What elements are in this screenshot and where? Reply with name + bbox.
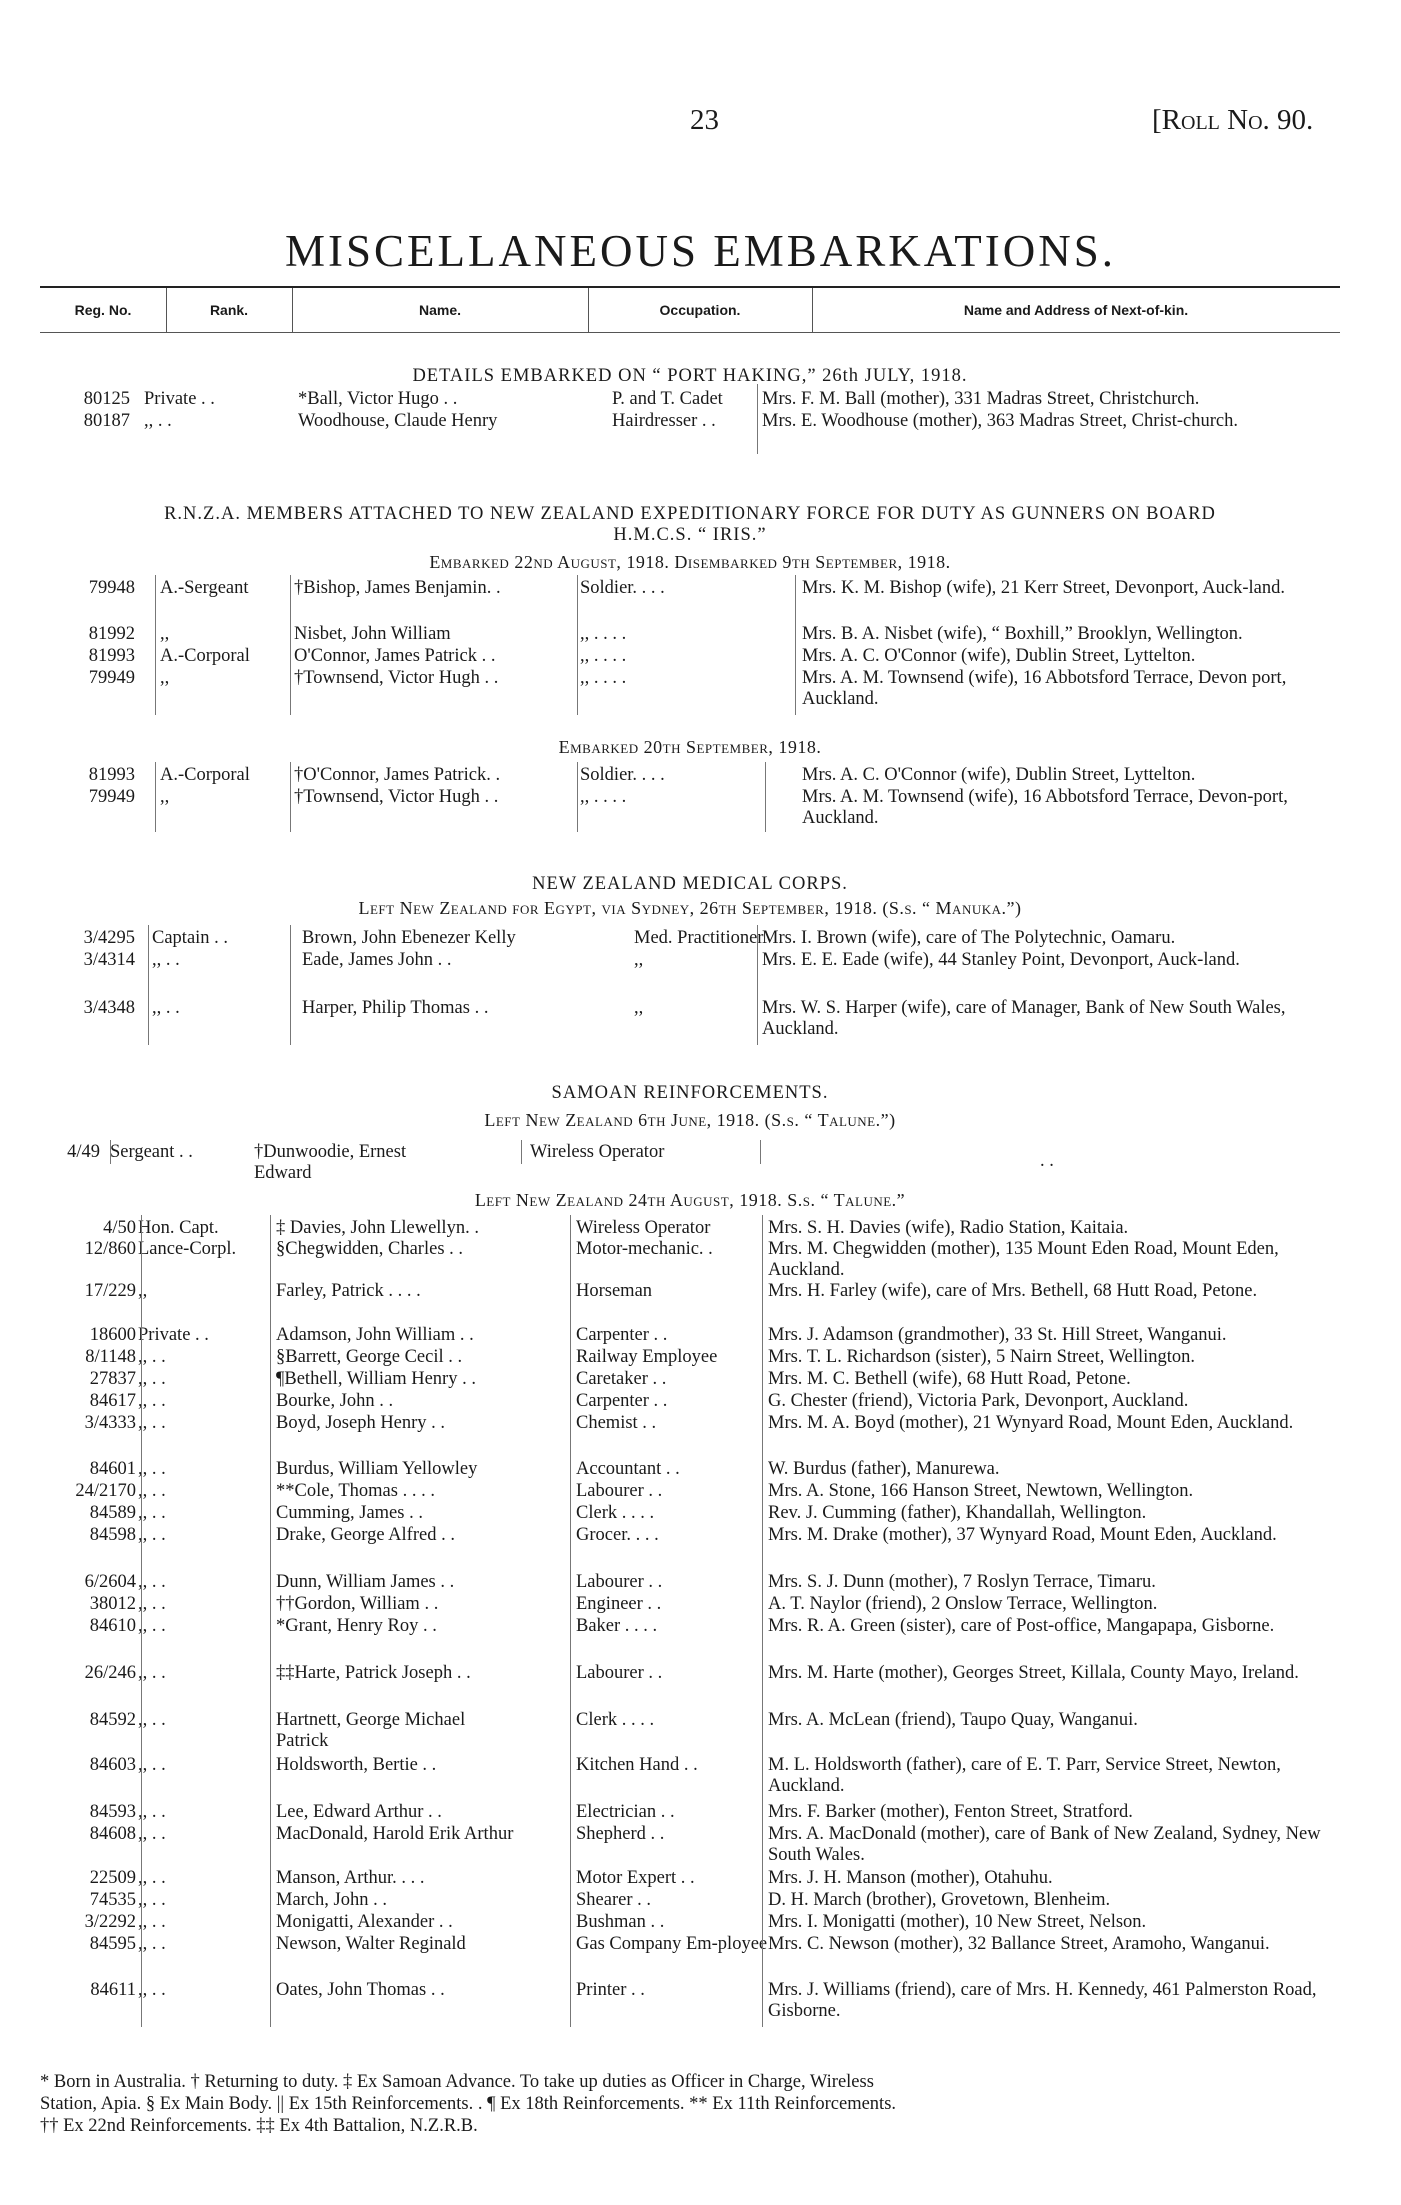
name: MacDonald, Harold Erik Arthur bbox=[276, 1824, 514, 1844]
roll-number: [Roll No. 90. bbox=[1152, 104, 1314, 136]
rank: Sergeant . . bbox=[110, 1142, 193, 1162]
occupation: Railway Employee bbox=[576, 1347, 718, 1367]
footnote-line: Station, Apia. § Ex Main Body. || Ex 15th Reinforcements. . ¶ Ex 18th Reinforcements. ** Ex 11th Reinforcements. bbox=[40, 2094, 897, 2114]
reg-no: 8/1148 bbox=[85, 1347, 136, 1367]
occupation: Labourer . . bbox=[576, 1481, 663, 1501]
next-of-kin: Mrs. A. Stone, 166 Hanson Street, Newtown, Wellington. bbox=[768, 1481, 1194, 1501]
next-of-kin: Mrs. I. Brown (wife), care of The Polytechnic, Oamaru. bbox=[762, 928, 1176, 948]
next-of-kin: Mrs. C. Newson (mother), 32 Ballance Street, Aramoho, Wanganui. bbox=[768, 1934, 1270, 1954]
section-heading: SAMOAN REINFORCEMENTS. bbox=[551, 1083, 829, 1103]
reg-no: 81992 bbox=[88, 624, 135, 644]
rank: ,, . . bbox=[138, 1616, 166, 1636]
header-rank: Rank. bbox=[166, 288, 293, 332]
next-of-kin: Mrs. F. M. Ball (mother), 331 Madras Street, Christchurch. bbox=[762, 389, 1200, 409]
section-heading-cont: H.M.C.S. “ IRIS.” bbox=[613, 525, 767, 545]
rank: Captain . . bbox=[152, 928, 229, 948]
rank: Private . . bbox=[144, 389, 215, 409]
rank: ,, . . bbox=[138, 1663, 166, 1683]
column-rule bbox=[577, 575, 578, 715]
section-heading: NEW ZEALAND MEDICAL CORPS. bbox=[532, 874, 848, 894]
reg-no: 3/4314 bbox=[83, 950, 135, 970]
rank: ,, . . bbox=[138, 1868, 166, 1888]
next-of-kin: Mrs. W. S. Harper (wife), care of Manager, Bank of New South Wales, Auckland. bbox=[762, 998, 1286, 1039]
occupation: Kitchen Hand . . bbox=[576, 1755, 698, 1775]
occupation: ,, bbox=[634, 998, 644, 1018]
occupation: Chemist . . bbox=[576, 1413, 657, 1433]
occupation: Bushman . . bbox=[576, 1912, 665, 1932]
rank: ,, . . bbox=[138, 1980, 166, 2000]
occupation: Accountant . . bbox=[576, 1459, 680, 1479]
next-of-kin: Mrs. A. M. Townsend (wife), 16 Abbotsford Terrace, Devon port, Auckland. bbox=[802, 668, 1287, 709]
rank: ,, . . bbox=[138, 1802, 166, 1822]
column-rule bbox=[760, 1140, 761, 1164]
reg-no: 81993 bbox=[88, 765, 135, 785]
reg-no: 84592 bbox=[89, 1710, 136, 1730]
name: Harper, Philip Thomas . . bbox=[302, 998, 489, 1018]
name: §Chegwidden, Charles . . bbox=[276, 1239, 464, 1259]
reg-no: 17/229 bbox=[84, 1281, 136, 1301]
reg-no: 84608 bbox=[89, 1824, 136, 1844]
section-subheading: Embarked 20th September, 1918. bbox=[558, 737, 822, 757]
reg-no: 24/2170 bbox=[75, 1481, 136, 1501]
next-of-kin: Mrs. F. Barker (mother), Fenton Street, Stratford. bbox=[768, 1802, 1133, 1822]
next-of-kin: G. Chester (friend), Victoria Park, Devonport, Auckland. bbox=[768, 1391, 1189, 1411]
section-subheading: Left New Zealand 24th August, 1918. S.s. “ Talune.” bbox=[474, 1190, 906, 1210]
name: Bourke, John . . bbox=[276, 1391, 394, 1411]
name: Adamson, John William . . bbox=[276, 1325, 474, 1345]
section-heading: DETAILS EMBARKED ON “ PORT HAKING,” 26th JULY, 1918. bbox=[412, 366, 968, 386]
next-of-kin: Mrs. K. M. Bishop (wife), 21 Kerr Street, Devonport, Auck-land. bbox=[802, 578, 1285, 598]
occupation: P. and T. Cadet bbox=[612, 389, 723, 409]
next-of-kin: Mrs. A. MacDonald (mother), care of Bank of New Zealand, Sydney, New South Wales. bbox=[768, 1824, 1321, 1865]
next-of-kin: . . bbox=[1040, 1151, 1054, 1171]
next-of-kin: Mrs. A. M. Townsend (wife), 16 Abbotsford Terrace, Devon-port, Auckland. bbox=[802, 787, 1288, 828]
next-of-kin: Rev. J. Cumming (father), Khandallah, Wellington. bbox=[768, 1503, 1147, 1523]
name: Cumming, James . . bbox=[276, 1503, 423, 1523]
occupation: Wireless Operator bbox=[530, 1142, 665, 1162]
rank: ,, . . bbox=[138, 1594, 166, 1614]
next-of-kin: Mrs. M. Harte (mother), Georges Street, Killala, County Mayo, Ireland. bbox=[768, 1663, 1299, 1683]
occupation: ,, . . . . bbox=[580, 787, 627, 807]
occupation: Grocer. . . . bbox=[576, 1525, 659, 1545]
reg-no: 80187 bbox=[83, 411, 130, 431]
rank: ,, . . bbox=[144, 411, 172, 431]
reg-no: 3/4295 bbox=[83, 928, 135, 948]
column-rule bbox=[270, 1215, 271, 2027]
occupation: Labourer . . bbox=[576, 1663, 663, 1683]
rank: A.-Corporal bbox=[160, 646, 250, 666]
column-rule bbox=[148, 925, 149, 1045]
occupation: ,, . . . . bbox=[580, 646, 627, 666]
reg-no: 79949 bbox=[88, 787, 135, 807]
occupation: Shepherd . . bbox=[576, 1824, 665, 1844]
occupation: Shearer . . bbox=[576, 1890, 651, 1910]
next-of-kin: Mrs. E. E. Eade (wife), 44 Stanley Point, Devonport, Auck-land. bbox=[762, 950, 1240, 970]
name: ‡ Davies, John Llewellyn. . bbox=[276, 1218, 479, 1238]
reg-no: 4/49 bbox=[67, 1142, 100, 1162]
name: Holdsworth, Bertie . . bbox=[276, 1755, 437, 1775]
name: †Townsend, Victor Hugh . . bbox=[294, 668, 499, 688]
rank: ,, . . bbox=[138, 1824, 166, 1844]
reg-no: 38012 bbox=[89, 1594, 136, 1614]
reg-no: 79949 bbox=[88, 668, 135, 688]
reg-no: 84598 bbox=[89, 1525, 136, 1545]
name: *Ball, Victor Hugo . . bbox=[298, 389, 458, 409]
column-rule bbox=[290, 925, 291, 1045]
occupation: Soldier. . . . bbox=[580, 765, 665, 785]
reg-no: 84603 bbox=[89, 1755, 136, 1775]
name: Monigatti, Alexander . . bbox=[276, 1912, 453, 1932]
reg-no: 3/2292 bbox=[84, 1912, 136, 1932]
rank: ,, . . bbox=[138, 1369, 166, 1389]
name: Hartnett, George Michael Patrick bbox=[276, 1710, 466, 1751]
next-of-kin: Mrs. I. Monigatti (mother), 10 New Street, Nelson. bbox=[768, 1912, 1147, 1932]
name: Burdus, William Yellowley bbox=[276, 1459, 478, 1479]
occupation: Baker . . . . bbox=[576, 1616, 658, 1636]
occupation: Motor Expert . . bbox=[576, 1868, 695, 1888]
reg-no: 79948 bbox=[88, 578, 135, 598]
rank: ,, . . bbox=[138, 1347, 166, 1367]
footnote-line: †† Ex 22nd Reinforcements. ‡‡ Ex 4th Battalion, N.Z.R.B. bbox=[40, 2116, 478, 2136]
rank: ,, . . bbox=[152, 950, 180, 970]
name: †O'Connor, James Patrick. . bbox=[294, 765, 501, 785]
name: Brown, John Ebenezer Kelly bbox=[302, 928, 516, 948]
name: †Townsend, Victor Hugh . . bbox=[294, 787, 499, 807]
column-rule bbox=[521, 1140, 522, 1164]
reg-no: 3/4333 bbox=[84, 1413, 136, 1433]
next-of-kin: A. T. Naylor (friend), 2 Onslow Terrace, Wellington. bbox=[768, 1594, 1158, 1614]
name: **Cole, Thomas . . . . bbox=[276, 1481, 435, 1501]
occupation: Med. Practitioner bbox=[634, 928, 764, 948]
occupation: Printer . . bbox=[576, 1980, 645, 2000]
name: O'Connor, James Patrick . . bbox=[294, 646, 496, 666]
reg-no: 27837 bbox=[89, 1369, 136, 1389]
name: Boyd, Joseph Henry . . bbox=[276, 1413, 446, 1433]
next-of-kin: Mrs. M. Chegwidden (mother), 135 Mount Eden Road, Mount Eden, Auckland. bbox=[768, 1239, 1279, 1280]
reg-no: 18600 bbox=[89, 1325, 136, 1345]
reg-no: 26/246 bbox=[84, 1663, 136, 1683]
occupation: Wireless Operator bbox=[576, 1218, 711, 1238]
reg-no: 84595 bbox=[89, 1934, 136, 1954]
rank: ,, . . bbox=[152, 998, 180, 1018]
rank: ,, bbox=[160, 668, 170, 688]
name: Newson, Walter Reginald bbox=[276, 1934, 466, 1954]
column-rule bbox=[762, 1215, 763, 2027]
rank: ,, . . bbox=[138, 1525, 166, 1545]
occupation: Carpenter . . bbox=[576, 1391, 668, 1411]
next-of-kin: Mrs. A. McLean (friend), Taupo Quay, Wanganui. bbox=[768, 1710, 1138, 1730]
rank: ,, . . bbox=[138, 1481, 166, 1501]
column-rule bbox=[570, 1215, 571, 2027]
rank: Hon. Capt. bbox=[138, 1218, 219, 1238]
rank: ,, . . bbox=[138, 1503, 166, 1523]
column-header-row bbox=[40, 286, 1340, 333]
section-subheading: Left New Zealand for Egypt, via Sydney, 26th September, 1918. (S.s. “ Manuka.”) bbox=[358, 898, 1022, 918]
next-of-kin: M. L. Holdsworth (father), care of E. T. Parr, Service Street, Newton, Auckland. bbox=[768, 1755, 1281, 1796]
next-of-kin: Mrs. S. J. Dunn (mother), 7 Roslyn Terrace, Timaru. bbox=[768, 1572, 1156, 1592]
occupation: Soldier. . . . bbox=[580, 578, 665, 598]
column-rule bbox=[155, 762, 156, 832]
occupation: ,, bbox=[634, 950, 644, 970]
column-rule bbox=[155, 575, 156, 715]
rank: ,, . . bbox=[138, 1912, 166, 1932]
name: †Bishop, James Benjamin. . bbox=[294, 578, 501, 598]
reg-no: 74535 bbox=[89, 1890, 136, 1910]
column-rule bbox=[577, 762, 578, 832]
name: Woodhouse, Claude Henry bbox=[298, 411, 498, 431]
occupation: Caretaker . . bbox=[576, 1369, 667, 1389]
next-of-kin: Mrs. M. Drake (mother), 37 Wynyard Road, Mount Eden, Auckland. bbox=[768, 1525, 1277, 1545]
occupation: ,, . . . . bbox=[580, 668, 627, 688]
occupation: Electrician . . bbox=[576, 1802, 675, 1822]
rank: ,, . . bbox=[138, 1934, 166, 1954]
rank: ,, bbox=[160, 787, 170, 807]
occupation: Clerk . . . . bbox=[576, 1503, 655, 1523]
next-of-kin: Mrs. S. H. Davies (wife), Radio Station, Kaitaia. bbox=[768, 1218, 1129, 1238]
column-rule bbox=[765, 762, 766, 832]
name: Manson, Arthur. . . . bbox=[276, 1868, 425, 1888]
occupation: Horseman bbox=[576, 1281, 653, 1301]
name: §Barrett, George Cecil . . bbox=[276, 1347, 463, 1367]
rank: A.-Corporal bbox=[160, 765, 250, 785]
column-rule bbox=[110, 1140, 111, 1164]
next-of-kin: Mrs. E. Woodhouse (mother), 363 Madras Street, Christ-church. bbox=[762, 411, 1238, 431]
section-subheading: Left New Zealand 6th June, 1918. (S.s. “ Talune.”) bbox=[484, 1110, 896, 1130]
reg-no: 6/2604 bbox=[84, 1572, 136, 1592]
occupation: Motor-mechanic. . bbox=[576, 1239, 713, 1259]
header-next-of-kin: Name and Address of Next-of-kin. bbox=[963, 302, 1189, 318]
next-of-kin: Mrs. J. Adamson (grandmother), 33 St. Hill Street, Wanganui. bbox=[768, 1325, 1227, 1345]
rank: Private . . bbox=[138, 1325, 209, 1345]
name: Eade, James John . . bbox=[302, 950, 452, 970]
rank: ,, . . bbox=[138, 1391, 166, 1411]
reg-no: 80125 bbox=[83, 389, 130, 409]
reg-no: 84593 bbox=[89, 1802, 136, 1822]
section-heading: R.N.Z.A. MEMBERS ATTACHED TO NEW ZEALAND EXPEDITIONARY FORCE FOR DUTY AS GUNNERS ON BOARD bbox=[164, 504, 1216, 524]
rank: ,, bbox=[160, 624, 170, 644]
rank: ,, . . bbox=[138, 1755, 166, 1775]
name: Farley, Patrick . . . . bbox=[276, 1281, 421, 1301]
name: †Dunwoodie, Ernest Edward bbox=[254, 1142, 407, 1183]
reg-no: 84610 bbox=[89, 1616, 136, 1636]
header-reg: Reg. No. bbox=[40, 288, 167, 332]
section-subheading: Embarked 22nd August, 1918. Disembarked 9th September, 1918. bbox=[429, 552, 951, 572]
next-of-kin: Mrs. H. Farley (wife), care of Mrs. Bethell, 68 Hutt Road, Petone. bbox=[768, 1281, 1258, 1301]
column-rule bbox=[290, 575, 291, 715]
rank: Lance-Corpl. bbox=[138, 1239, 237, 1259]
reg-no: 3/4348 bbox=[83, 998, 135, 1018]
name: March, John . . bbox=[276, 1890, 387, 1910]
name: ‡‡Harte, Patrick Joseph . . bbox=[276, 1663, 471, 1683]
next-of-kin: Mrs. R. A. Green (sister), care of Post-office, Mangapapa, Gisborne. bbox=[768, 1616, 1275, 1636]
reg-no: 84589 bbox=[89, 1503, 136, 1523]
name: ††Gordon, William . . bbox=[276, 1594, 439, 1614]
occupation: Engineer . . bbox=[576, 1594, 662, 1614]
column-rule bbox=[795, 575, 796, 715]
name: ¶Bethell, William Henry . . bbox=[276, 1369, 476, 1389]
rank: ,, bbox=[138, 1281, 148, 1301]
footnote-line: * Born in Australia. † Returning to duty. ‡ Ex Samoan Advance. To take up duties as Officer in Charge, Wireless bbox=[40, 2072, 874, 2092]
next-of-kin: Mrs. A. C. O'Connor (wife), Dublin Street, Lyttelton. bbox=[802, 646, 1196, 666]
column-rule bbox=[757, 384, 758, 454]
rank: ,, . . bbox=[138, 1413, 166, 1433]
reg-no: 22509 bbox=[89, 1868, 136, 1888]
name: Oates, John Thomas . . bbox=[276, 1980, 445, 2000]
occupation: ,, . . . . bbox=[580, 624, 627, 644]
column-rule bbox=[757, 925, 758, 1045]
rank: ,, . . bbox=[138, 1459, 166, 1479]
reg-no: 81993 bbox=[88, 646, 135, 666]
rank: A.-Sergeant bbox=[160, 578, 249, 598]
name: Drake, George Alfred . . bbox=[276, 1525, 455, 1545]
name: Nisbet, John William bbox=[294, 624, 451, 644]
occupation: Hairdresser . . bbox=[612, 411, 716, 431]
rank: ,, . . bbox=[138, 1890, 166, 1910]
next-of-kin: Mrs. J. Williams (friend), care of Mrs. H. Kennedy, 461 Palmerston Road, Gisborne. bbox=[768, 1980, 1317, 2021]
next-of-kin: Mrs. M. C. Bethell (wife), 68 Hutt Road, Petone. bbox=[768, 1369, 1131, 1389]
reg-no: 84601 bbox=[89, 1459, 136, 1479]
name: Lee, Edward Arthur . . bbox=[276, 1802, 442, 1822]
next-of-kin: Mrs. B. A. Nisbet (wife), “ Boxhill,” Brooklyn, Wellington. bbox=[802, 624, 1243, 644]
reg-no: 84617 bbox=[89, 1391, 136, 1411]
column-rule bbox=[290, 762, 291, 832]
occupation: Gas Company Em-ployee bbox=[576, 1934, 768, 1954]
next-of-kin: Mrs. M. A. Boyd (mother), 21 Wynyard Road, Mount Eden, Auckland. bbox=[768, 1413, 1294, 1433]
next-of-kin: Mrs. J. H. Manson (mother), Otahuhu. bbox=[768, 1868, 1053, 1888]
occupation: Labourer . . bbox=[576, 1572, 663, 1592]
reg-no: 12/860 bbox=[84, 1239, 136, 1259]
page-number: 23 bbox=[690, 104, 719, 136]
header-name: Name. bbox=[292, 288, 589, 332]
name: *Grant, Henry Roy . . bbox=[276, 1616, 437, 1636]
reg-no: 4/50 bbox=[103, 1218, 136, 1238]
next-of-kin: D. H. March (brother), Grovetown, Blenheim. bbox=[768, 1890, 1111, 1910]
page-title: MISCELLANEOUS EMBARKATIONS. bbox=[284, 226, 1117, 276]
reg-no: 84611 bbox=[90, 1980, 136, 2000]
column-rule bbox=[141, 1215, 142, 2027]
header-occupation: Occupation. bbox=[588, 288, 813, 332]
occupation: Carpenter . . bbox=[576, 1325, 668, 1345]
next-of-kin: W. Burdus (father), Manurewa. bbox=[768, 1459, 1000, 1479]
occupation: Clerk . . . . bbox=[576, 1710, 655, 1730]
rank: ,, . . bbox=[138, 1572, 166, 1592]
next-of-kin: Mrs. T. L. Richardson (sister), 5 Nairn Street, Wellington. bbox=[768, 1347, 1196, 1367]
next-of-kin: Mrs. A. C. O'Connor (wife), Dublin Street, Lyttelton. bbox=[802, 765, 1196, 785]
rank: ,, . . bbox=[138, 1710, 166, 1730]
name: Dunn, William James . . bbox=[276, 1572, 455, 1592]
